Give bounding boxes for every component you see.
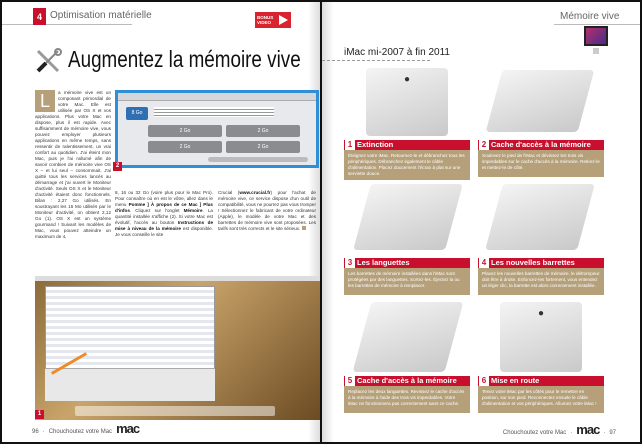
step-number: 4 <box>479 258 489 268</box>
article-column-2 <box>115 190 213 238</box>
memory-slot: 2 Go <box>226 125 300 137</box>
step-5-text: Replacez les deux languettes. Revissez le cache d'accès à la mémoire à l'aide des trois vis imperdables. Votre iMac ne fonctionnera pas correctement sans ce cache. <box>344 386 470 413</box>
step-number: 6 <box>479 376 489 386</box>
step-6-text: Tenez votre iMac par les côtés pour le remettre en position, sur son pied. Reconnectez ensuite le câble d'alimentation et vos périphériques. Allumez votre iMac ! <box>478 386 604 413</box>
end-mark <box>302 226 306 230</box>
window-toolbar <box>118 93 316 101</box>
tools-icon <box>34 47 62 75</box>
step-1-title-bar <box>344 140 470 150</box>
step-3-image <box>353 184 463 250</box>
text: est disponible. Je vous conseille le site <box>115 226 213 237</box>
section-title: Mémoire vive <box>560 11 620 22</box>
menu-path: Pomme ] À propos de ce Mac ] Plus d'infos <box>115 202 213 213</box>
step-4-image <box>485 184 595 250</box>
bonus-video-badge[interactable] <box>255 12 291 28</box>
footer: Chouchoutez votre Mac · mac · 97 <box>502 422 616 437</box>
step-6-image <box>500 302 582 372</box>
step-3-text: Les barrettes de mémoire installées dans l'iMac sont protégées par des languettes. Sortez-les. Éjectez la ou les barrettes de mémoire à remplacer. <box>344 268 470 295</box>
description-text <box>154 107 274 117</box>
step-title: Mise en route <box>491 376 540 385</box>
header-rule <box>554 24 640 25</box>
magazine-logo: mac <box>116 421 140 436</box>
step-3-title-bar <box>344 258 470 268</box>
article-column-3 <box>218 190 316 232</box>
page-number: 96 <box>32 429 39 435</box>
right-page <box>322 2 640 442</box>
bonus-label: BONUS <box>257 15 274 20</box>
step-5-title-bar <box>344 376 470 386</box>
step-1-text: Éteignez votre iMac. Retournez-le et débranchez tous les périphériques. Débranchez également le câble d'alimentation. Placez doucement l'écran à plat sur une serviette douce. <box>344 150 470 180</box>
magazine-logo: mac <box>576 422 600 437</box>
memory-slot: 2 Go <box>226 141 300 153</box>
figure-badge-2: 2 <box>113 162 122 171</box>
dock <box>75 406 275 416</box>
subtitle-rule <box>322 60 430 61</box>
step-title: Cache d'accès à la mémoire <box>491 140 591 149</box>
figure-badge-1: 1 <box>35 410 44 419</box>
text: ) pour l'achat de mémoire vive, ce service dispose d'un outil de compatibilité, vous ne pourrez pas vous tromper ! Sélectionnez le fabricant de votre ordinateur (Apple), le modèle de votre Mac et des barrettes de mémoire vive sont proposées. Les tarifs sont très corrects et le site sérieux. <box>218 190 316 231</box>
step-number: 1 <box>345 140 355 150</box>
text: Crucial ( <box>218 190 240 195</box>
step-2-title-bar <box>478 140 604 150</box>
crucial-link[interactable]: www.crucial.fr <box>239 190 271 195</box>
header-rule <box>2 24 132 25</box>
memory-screenshot <box>115 90 319 168</box>
button-name: Instructions de mise à niveau de la mémoire <box>115 220 213 231</box>
page-number: 97 <box>609 430 616 436</box>
step-number: 3 <box>345 258 355 268</box>
section-title: Optimisation matérielle <box>50 10 152 21</box>
memory-slot: 2 Go <box>148 125 222 137</box>
step-title: Extinction <box>357 140 394 149</box>
apple-logo-icon: ● <box>537 308 545 319</box>
memory-slot: 2 Go <box>148 141 222 153</box>
column-1-text: a mémoire vive est un composant primordial de votre Mac. Elle est utilisée par OS X et vos applications. Plus votre Mac en dispose, plus il est rapide. Avec suffisamment de mémoire vive, vous pouvez employer plusieurs applications en même temps, sans ressentir de ralentissement, un vrai confort au quotidien. J'ai éteint mon Mac, puis je l'ai rallumé afin de savoir combien de mémoire vive OS X – et lui seul – consommait. J'ai quitté tous les services lancés au démarrage et j'ai ouvert le Moniteur d'activité. Seuls OS X et le Moniteur d'activité étaient donc fonctionnels. Bilan : 2,27 Go utilisés. En soustrayant les 15 Mo utilisés par le Moniteur d'activité, on obtient 2,12 Go (1). OS X est un système gourmand ! Suivant les modèles de Mac, vous pouvez atteindre un maximum de 4, <box>35 90 111 239</box>
footer-text: Chouchoutez votre Mac <box>48 429 113 435</box>
step-4-title-bar <box>478 258 604 268</box>
chapter-number: 4 <box>33 8 46 25</box>
left-page <box>2 2 320 442</box>
step-title: Cache d'accès à la mémoire <box>357 376 457 385</box>
text: . Cliquez sur l'onglet <box>129 208 184 213</box>
model-subtitle: iMac mi-2007 à fin 2011 <box>344 47 450 58</box>
footer-text: Chouchoutez votre Mac <box>502 430 567 436</box>
article-title: Augmentez la mémoire vive <box>68 46 301 72</box>
step-number: 2 <box>479 140 489 150</box>
text: 8, 16 ou 32 Go (voire plus pour le Mac Pro). Pour connaître où en est le vôtre, allez dans le menu <box>115 190 213 207</box>
tab-name: Mémoire <box>183 208 203 213</box>
play-icon <box>279 15 288 25</box>
capacity-chip: 8 Go <box>126 107 148 120</box>
text: . La quantité installée s'affiche (2). Si votre Mac est évolutif, l'accès au bouton <box>115 208 213 225</box>
step-5-image <box>353 302 464 372</box>
step-2-text: Soulevez le pied de l'iMac et dévissez les trois vis imperdables sur le cache d'accès à la mémoire. Retirez-le et mettez-le de côté. <box>478 150 604 177</box>
step-2-image <box>486 70 595 132</box>
step-number: 5 <box>345 376 355 386</box>
apple-logo-icon: ● <box>403 74 411 85</box>
activity-monitor-screenshot <box>35 276 320 420</box>
footer: 96 · Chouchoutez votre Mac mac <box>32 421 140 436</box>
step-title: Les languettes <box>357 258 410 267</box>
drop-cap: L <box>35 90 55 112</box>
upgrade-instructions-button[interactable] <box>208 157 308 162</box>
article-column-1 <box>35 90 111 240</box>
imac-stand <box>593 48 599 54</box>
step-6-title-bar <box>478 376 604 386</box>
step-4-text: Placez les nouvelles barrettes de mémoire, le détrompeur doit être à droite. Enfoncez-les fortement, vous entendez un léger clic, la barrette est alors correctement installée. <box>478 268 604 295</box>
imac-image <box>584 26 608 46</box>
memory-usage-panel <box>45 368 215 401</box>
video-label: VIDEO <box>257 20 272 25</box>
menu-bar <box>35 276 320 281</box>
step-title: Les nouvelles barrettes <box>491 258 575 267</box>
step-1-image <box>366 68 448 136</box>
